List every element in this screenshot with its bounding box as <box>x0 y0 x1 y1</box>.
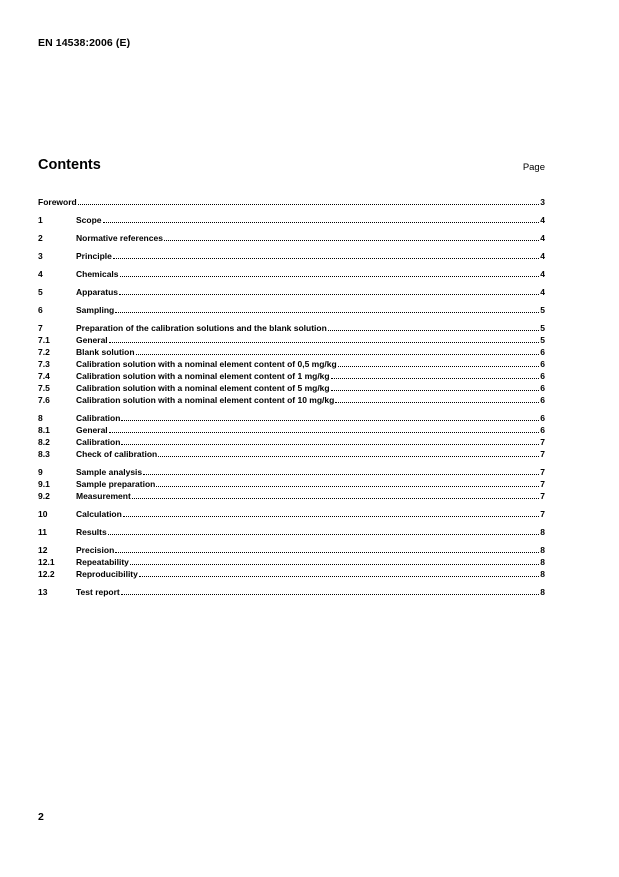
toc-entry-number: 8.3 <box>38 449 50 459</box>
toc-entry[interactable] <box>38 286 545 298</box>
toc-entry-page: 8 <box>540 587 545 597</box>
toc-entry-page: 7 <box>540 479 545 489</box>
toc-entry-page: 8 <box>540 527 545 537</box>
toc-entry[interactable] <box>38 490 545 502</box>
toc-entry-title: Calibration <box>76 437 121 447</box>
toc-leader-dots <box>132 490 539 499</box>
contents-title: Contents <box>38 157 101 173</box>
toc-leader-dots <box>139 568 539 577</box>
toc-entry-title: Chemicals <box>76 269 119 279</box>
toc-entry-number: 12.2 <box>38 569 55 579</box>
toc-entry-number: 6 <box>38 305 43 315</box>
toc-entry[interactable] <box>38 526 545 538</box>
toc-entry[interactable] <box>38 394 545 406</box>
toc-entry-title: Normative references <box>76 233 163 243</box>
toc-entry[interactable] <box>38 586 545 598</box>
toc-entry-title: Preparation of the calibration solutions and the blank solution <box>76 323 327 333</box>
toc-entry-page: 6 <box>540 359 545 369</box>
toc-entry[interactable] <box>38 214 545 226</box>
toc-leader-dots <box>103 214 540 223</box>
toc-entry-number: 8.1 <box>38 425 50 435</box>
toc-entry-title: Check of calibration <box>76 449 158 459</box>
toc-entry-title: Measurement <box>76 491 131 501</box>
toc-leader-dots <box>119 286 539 295</box>
toc-entry-page: 7 <box>540 509 545 519</box>
toc-entry-title: General <box>76 335 108 345</box>
toc-entry-page: 6 <box>540 371 545 381</box>
toc-entry-page: 4 <box>540 215 545 225</box>
toc-entry-title: Calibration <box>76 413 121 423</box>
toc-entry[interactable] <box>38 568 545 580</box>
toc-entry-number: 13 <box>38 587 48 597</box>
toc-entry-page: 8 <box>540 569 545 579</box>
toc-leader-dots <box>338 358 540 367</box>
toc-entry-page: 3 <box>540 197 545 207</box>
toc-leader-dots <box>121 586 539 595</box>
toc-entry-number: 11 <box>38 527 47 537</box>
toc-entry-title: Calibration solution with a nominal element content of 1 mg/kg <box>76 371 330 381</box>
toc-entry[interactable] <box>38 370 545 382</box>
toc-entry-page: 6 <box>540 413 545 423</box>
toc-entry-page: 4 <box>540 269 545 279</box>
toc-entry-number: 4 <box>38 269 43 279</box>
toc-leader-dots <box>164 232 539 241</box>
toc-entry-title: Sample preparation <box>76 479 156 489</box>
contents-heading-row <box>38 157 545 177</box>
toc-entry[interactable] <box>38 424 545 436</box>
toc-entry-number: 7.2 <box>38 347 50 357</box>
toc-entry[interactable] <box>38 556 545 568</box>
toc-entry-title: Sampling <box>76 305 115 315</box>
toc-leader-dots <box>109 424 540 433</box>
toc-entry-page: 4 <box>540 233 545 243</box>
toc-entry[interactable] <box>38 358 545 370</box>
toc-leader-dots <box>158 448 539 457</box>
toc-entry-title: Calibration solution with a nominal element content of 0,5 mg/kg <box>76 359 337 369</box>
toc-entry-title: Principle <box>76 251 112 261</box>
toc-entry[interactable] <box>38 250 545 262</box>
toc-entry-title: Sample analysis <box>76 467 143 477</box>
toc-leader-dots <box>335 394 539 403</box>
toc-leader-dots <box>123 508 539 517</box>
toc-entry[interactable] <box>38 478 545 490</box>
table-of-contents <box>38 196 545 598</box>
toc-leader-dots <box>78 196 540 205</box>
toc-entry-page: 8 <box>540 557 545 567</box>
toc-leader-dots <box>130 556 539 565</box>
toc-entry-number: 9 <box>38 467 43 477</box>
toc-leader-dots <box>115 544 539 553</box>
toc-entry-title: Apparatus <box>76 287 119 297</box>
toc-entry[interactable] <box>38 508 545 520</box>
toc-entry-number: 9.2 <box>38 491 50 501</box>
toc-entry[interactable] <box>38 544 545 556</box>
toc-entry-number: 8.2 <box>38 437 50 447</box>
toc-entry-page: 7 <box>540 449 545 459</box>
toc-entry-title: General <box>76 425 108 435</box>
toc-entry-number: 8 <box>38 413 43 423</box>
toc-entry[interactable] <box>38 436 545 448</box>
toc-entry[interactable] <box>38 304 545 316</box>
toc-entry-title: Calculation <box>76 509 122 519</box>
toc-entry-number: 7 <box>38 323 43 333</box>
toc-entry-page: 5 <box>540 335 545 345</box>
toc-entry[interactable] <box>38 448 545 460</box>
toc-entry-title: Reproducibility <box>76 569 138 579</box>
toc-entry-page: 7 <box>540 467 545 477</box>
toc-leader-dots <box>113 250 539 259</box>
toc-entry-title: Calibration solution with a nominal element content of 10 mg/kg <box>76 395 335 405</box>
footer-page-number: 2 <box>38 811 44 823</box>
toc-entry-page: 8 <box>540 545 545 555</box>
toc-leader-dots <box>331 382 540 391</box>
toc-entry-page: 4 <box>540 287 545 297</box>
toc-entry-number: 7.4 <box>38 371 50 381</box>
toc-entry-number: 7.5 <box>38 383 50 393</box>
toc-entry-number: 9.1 <box>38 479 50 489</box>
toc-entry-number: 7.6 <box>38 395 50 405</box>
toc-leader-dots <box>328 322 539 331</box>
page-column-label: Page <box>522 162 545 173</box>
toc-entry-number: 2 <box>38 233 43 243</box>
toc-entry-number: 10 <box>38 509 48 519</box>
toc-entry-page: 5 <box>540 305 545 315</box>
toc-entry-number: 7.3 <box>38 359 50 369</box>
toc-entry-page: 6 <box>540 425 545 435</box>
toc-entry-page: 7 <box>540 437 545 447</box>
toc-leader-dots <box>109 334 540 343</box>
toc-entry-page: 6 <box>540 395 545 405</box>
toc-leader-dots <box>156 478 539 487</box>
toc-leader-dots <box>121 412 539 421</box>
toc-entry-page: 4 <box>540 251 545 261</box>
toc-entry-number: 12 <box>38 545 48 555</box>
toc-leader-dots <box>121 436 539 445</box>
toc-entry-number: 7.1 <box>38 335 50 345</box>
toc-entry-title: Repeatability <box>76 557 129 567</box>
toc-entry-title: Results <box>76 527 107 537</box>
toc-entry-page: 6 <box>540 347 545 357</box>
toc-leader-dots <box>115 304 539 313</box>
toc-entry-page: 5 <box>540 323 545 333</box>
toc-leader-dots <box>136 346 540 355</box>
toc-entry-title: Foreword <box>38 197 77 207</box>
toc-entry[interactable] <box>38 382 545 394</box>
toc-entry-title: Calibration solution with a nominal element content of 5 mg/kg <box>76 383 330 393</box>
document-header: EN 14538:2006 (E) <box>38 37 131 49</box>
toc-entry[interactable] <box>38 268 545 280</box>
toc-entry[interactable] <box>38 334 545 346</box>
toc-entry[interactable] <box>38 322 545 334</box>
toc-entry-page: 6 <box>540 383 545 393</box>
toc-leader-dots <box>120 268 540 277</box>
toc-entry[interactable] <box>38 196 545 208</box>
toc-entry-page: 7 <box>540 491 545 501</box>
toc-entry-number: 5 <box>38 287 43 297</box>
toc-entry-number: 12.1 <box>38 557 55 567</box>
toc-entry[interactable] <box>38 346 545 358</box>
toc-entry[interactable] <box>38 466 545 478</box>
toc-entry[interactable] <box>38 412 545 424</box>
toc-entry-title: Blank solution <box>76 347 135 357</box>
toc-entry-title: Scope <box>76 215 102 225</box>
toc-entry-number: 3 <box>38 251 43 261</box>
toc-entry-title: Precision <box>76 545 115 555</box>
toc-entry-number: 1 <box>38 215 43 225</box>
toc-entry[interactable] <box>38 232 545 244</box>
toc-leader-dots <box>143 466 539 475</box>
toc-entry-title: Test report <box>76 587 120 597</box>
toc-leader-dots <box>331 370 540 379</box>
toc-leader-dots <box>108 526 540 535</box>
